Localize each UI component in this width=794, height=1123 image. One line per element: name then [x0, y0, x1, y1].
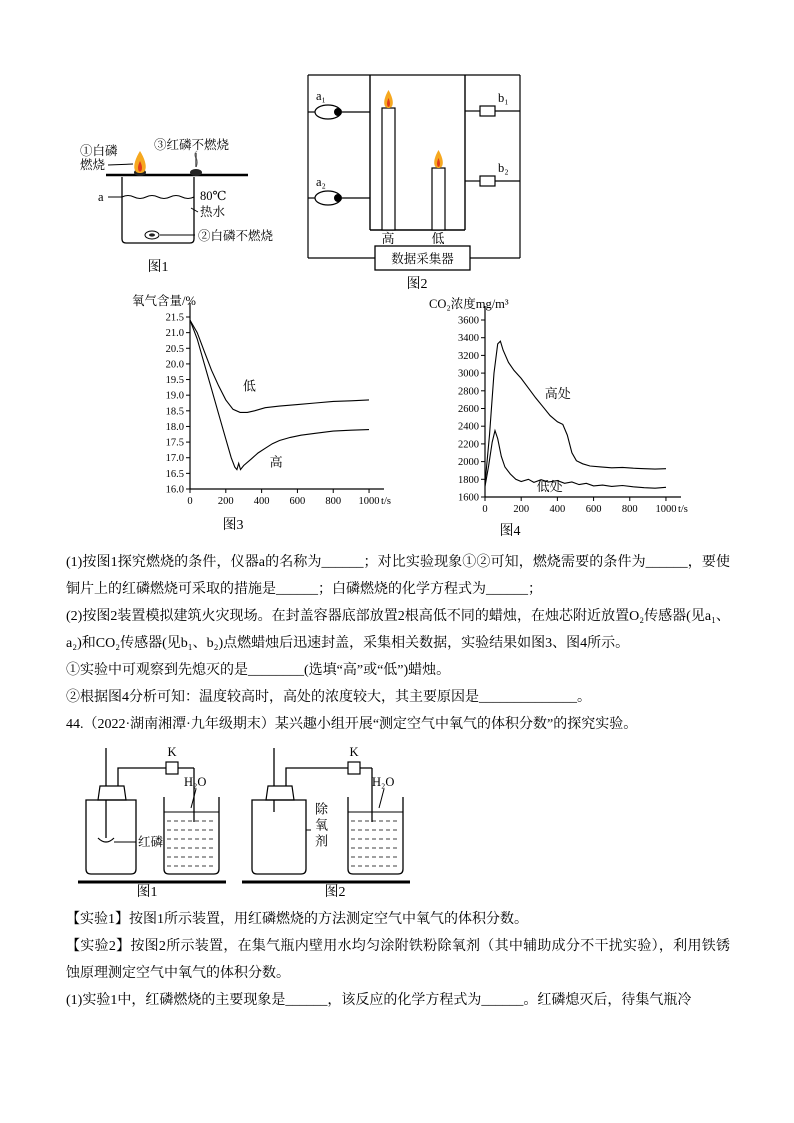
stopper	[98, 786, 126, 800]
x-tick-label: 600	[585, 504, 602, 515]
q44-heading: 44.（2022·湖南湘潭·九年级期末）某兴趣小组开展“测定空气中氧气的体积分数”的探究实验。	[66, 717, 638, 732]
label-b2: b₂	[498, 161, 509, 175]
label-data-collector: 数据采集器	[391, 252, 454, 266]
x-tick-label: 1000	[358, 496, 380, 507]
figure2-diagram	[292, 70, 542, 275]
q44-experiment1: 【实验1】按图1所示装置，用红磷燃烧的方法测定空气中氧气的体积分数。	[66, 912, 528, 927]
co2-sensor-b2	[480, 176, 495, 186]
q43-part2-sub2: ②根据图4分析可知：温度较高时，高处的浓度较大，其主要原因是______________。	[66, 690, 591, 705]
x-tick-label: 800	[325, 496, 342, 507]
y-tick-label: 21.5	[165, 312, 184, 324]
figure3-caption: 图3	[222, 518, 244, 533]
y-tick-label: 21.0	[165, 328, 184, 340]
series-label: 高	[269, 454, 283, 470]
x-tick-label: 400	[253, 496, 270, 507]
delivery-tube	[118, 768, 194, 786]
label-white-p-burning-line1: ①白磷	[80, 144, 118, 158]
x-tick-label: 600	[289, 496, 306, 507]
y-tick-label: 20.0	[165, 359, 184, 371]
beaker	[122, 177, 194, 243]
y-tick-label: 3000	[458, 368, 479, 380]
water-beaker	[164, 797, 219, 874]
chart-fig3	[128, 293, 403, 518]
label-b1: b₁	[498, 91, 509, 105]
y-tick-label: 1600	[458, 492, 479, 504]
y-tick-label: 3600	[458, 315, 479, 327]
valve-k	[166, 762, 178, 774]
co2-sensor-b1	[480, 106, 495, 116]
label-h2o: H₂O	[372, 775, 395, 789]
label-high: 高	[381, 231, 395, 246]
gas-bottle	[252, 800, 306, 874]
stopper	[266, 786, 294, 800]
figure3-oxygen-chart	[128, 293, 403, 534]
label-hot-water: 热水	[200, 205, 226, 219]
label-a2: a₂	[316, 175, 326, 189]
q43-part1: (1)按图1探究燃烧的条件，仪器a的名称为______；对比实验现象①②可知，燃烧需要的条件为______，要使铜片上的红磷燃烧可采取的措施是______；白磷燃烧的化学方程式为______；	[66, 555, 730, 597]
label-red-phosphorus: 红磷	[138, 835, 164, 849]
label-temperature: 80℃	[200, 189, 227, 203]
q44-part1: (1)实验1中，红磷燃烧的主要现象是______，该反应的化学方程式为______。红磷熄灭后，待集气瓶冷	[66, 993, 692, 1008]
figure1-diagram	[78, 123, 313, 248]
tall-candle	[382, 90, 395, 230]
question-43-text	[66, 549, 730, 738]
series-label: 高处	[544, 385, 571, 401]
o2-sensor-a2	[315, 191, 342, 205]
y-tick-label: 17.5	[165, 437, 184, 449]
y-axis-label: CO₂浓度mg/m³	[429, 297, 509, 311]
figure4-co2-chart	[425, 296, 715, 540]
y-tick-label: 2600	[458, 404, 479, 415]
gas-bottle	[86, 800, 136, 874]
x-axis-unit: t/s	[381, 496, 391, 507]
y-axis-label: 氧气含量/%	[132, 294, 196, 308]
valve-k	[348, 762, 360, 774]
y-tick-label: 16.0	[165, 484, 184, 496]
q43-part2-sub1: ①实验中可观察到先熄灭的是________(选填“高”或“低”)蜡烛。	[66, 663, 451, 678]
y-tick-label: 2800	[458, 386, 479, 398]
chart-fig4	[425, 296, 715, 524]
x-tick-label: 0	[187, 496, 193, 507]
label-instrument-a: a	[98, 190, 104, 204]
o2-sensor-a1	[315, 105, 342, 119]
y-tick-label: 2200	[458, 439, 479, 451]
y-tick-label: 3200	[458, 350, 479, 362]
water-beaker	[348, 797, 403, 874]
label-valve-k: K	[167, 745, 177, 759]
q44-experiment2: 【实验2】按图2所示装置，在集气瓶内壁用水均匀涂附铁粉除氧剂（其中辅助成分不干扰实验），利用铁锈蚀原理测定空气中氧气的体积分数。	[66, 939, 730, 981]
combustion-spoon	[98, 838, 114, 842]
series-低	[190, 320, 369, 412]
label-white-p-burning-line2: 燃烧	[80, 158, 106, 172]
label-red-p-not-burning: ③红磷不燃烧	[154, 138, 230, 152]
label-white-p-underwater: ②白磷不燃烧	[198, 229, 274, 243]
y-tick-label: 19.5	[165, 375, 184, 387]
question-44-text	[66, 906, 730, 1014]
figure2-candle-apparatus	[292, 70, 542, 293]
x-tick-label: 200	[217, 496, 234, 507]
x-tick-label: 400	[549, 504, 566, 515]
white-phosphorus-burning	[134, 151, 146, 176]
q44-figure1-diagram	[72, 742, 232, 885]
label-a1: a₁	[316, 89, 326, 103]
q44-figure1-red-phosphorus	[72, 742, 232, 901]
y-tick-label: 2400	[458, 421, 479, 433]
figure4-caption: 图4	[499, 524, 521, 539]
short-candle	[432, 150, 445, 230]
q44-figure2-deoxidizer	[240, 742, 415, 901]
figure1-caption: 图1	[147, 260, 169, 275]
y-tick-label: 1800	[458, 474, 479, 486]
y-tick-label: 16.5	[165, 468, 184, 480]
label-deoxidizer: 除氧剂	[313, 802, 328, 850]
q44-figure2-caption: 图2	[324, 885, 346, 900]
y-tick-label: 18.5	[165, 406, 184, 418]
x-axis-unit: t/s	[677, 504, 688, 515]
q44-figure1-caption: 图1	[136, 885, 158, 900]
series-高	[190, 320, 369, 470]
y-tick-label: 3400	[458, 333, 479, 345]
y-tick-label: 18.0	[165, 421, 184, 433]
x-tick-label: 800	[621, 504, 638, 515]
figure2-caption: 图2	[406, 277, 428, 292]
y-tick-label: 17.0	[165, 453, 184, 465]
label-low: 低	[431, 231, 445, 246]
label-h2o: H₂O	[184, 775, 207, 789]
x-tick-label: 200	[513, 504, 530, 515]
series-高处	[485, 341, 666, 484]
x-tick-label: 1000	[655, 504, 677, 515]
figure1-combustion-experiment	[78, 123, 313, 276]
x-tick-label: 0	[482, 504, 488, 515]
y-tick-label: 2000	[458, 457, 479, 469]
series-label: 低	[242, 378, 256, 394]
y-tick-label: 19.0	[165, 390, 184, 402]
y-tick-label: 20.5	[165, 343, 184, 355]
q43-part2: (2)按图2装置模拟建筑火灾现场。在封盖容器底部放置2根高低不同的蜡烛，在烛芯附近放置O₂传感器(见a₁、a₂)和CO₂传感器(见b₁、b₂)点燃蜡烛后迅速封盖，采集相关数据，实验结果如图3、图4所示。	[66, 609, 730, 651]
series-label: 低处	[536, 479, 563, 495]
label-valve-k: K	[349, 745, 359, 759]
